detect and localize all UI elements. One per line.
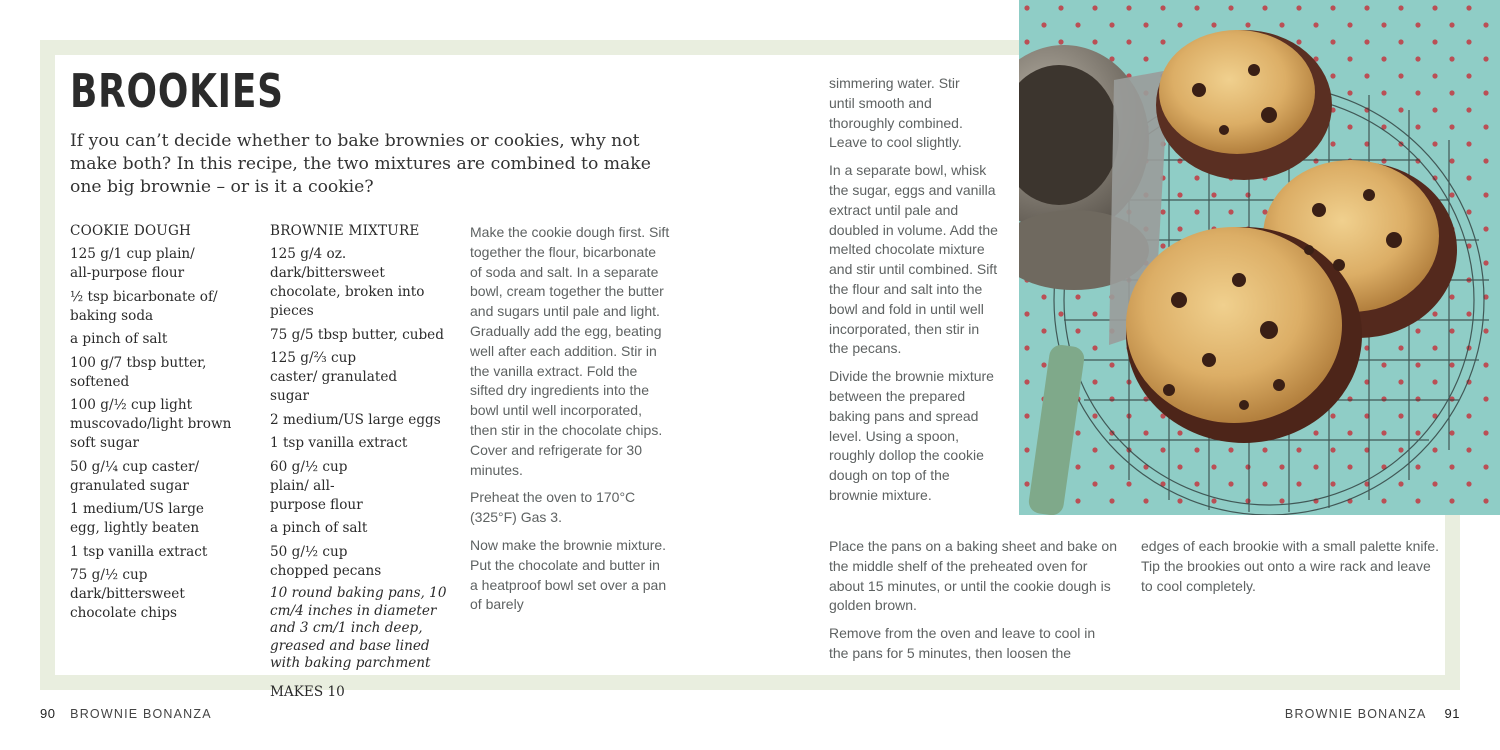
cookie-dough-list bbox=[70, 222, 255, 628]
method-step: Divide the brownie mixture between the prepared baking pans and spread level. Using a spoon, roughly dollop the cookie dough on top of the brownie mixture. bbox=[829, 368, 994, 503]
ingredient: ½ tsp bicarbonate of/ baking soda bbox=[70, 288, 218, 324]
ingredient: 75 g/5 tbsp butter, cubed bbox=[270, 326, 444, 343]
ingredient: 125 g/⅔ cup caster/ granulated sugar bbox=[270, 350, 398, 404]
ingredient: 1 tsp vanilla extract bbox=[70, 543, 208, 560]
ingredient: 50 g/¼ cup caster/ granulated sugar bbox=[70, 458, 200, 494]
ingredient: 100 g/7 tbsp butter, softened bbox=[70, 354, 207, 390]
ingredient: 50 g/½ cup chopped pecans bbox=[270, 543, 382, 579]
recipe-title: BROOKIES bbox=[70, 64, 284, 118]
method-column-2 bbox=[829, 74, 1001, 514]
cookie-dough-heading: COOKIE DOUGH bbox=[70, 223, 192, 239]
method-step: In a separate bowl, whisk the sugar, eggs and vanilla extract until pale and doubled in volume. Add the melted chocolate mixture and stir until combined. Sift the flour and salt into the bowl and fold in until well incorporated, then stir in the pecans. bbox=[829, 162, 998, 357]
method-step: edges of each brookie with a small palette knife. Tip the brookies out onto a wire rack and leave to cool completely. bbox=[1141, 538, 1440, 594]
method-step: simmering water. Stir until smooth and thoroughly combined. Leave to cool slightly. bbox=[829, 75, 963, 151]
method-column-3 bbox=[829, 537, 1121, 672]
ingredient: 1 tsp vanilla extract bbox=[270, 435, 408, 451]
ingredient: a pinch of salt bbox=[270, 520, 368, 536]
ingredient: 1 medium/US large egg, lightly beaten bbox=[70, 501, 204, 536]
ingredient: 125 g/1 cup plain/ all-purpose flour bbox=[70, 246, 195, 281]
footer-left bbox=[40, 706, 212, 721]
method-step: Now make the brownie mixture. Put the chocolate and butter in a heatproof bowl set over a pan of barely bbox=[470, 536, 667, 613]
ingredient: 2 medium/US large eggs bbox=[270, 411, 441, 428]
brownie-mixture-list bbox=[270, 222, 452, 702]
method-step: Make the cookie dough first. Sift together the flour, bicarbonate of soda and salt. In a separate bowl, cream together the butter and sugars until pale and light. Gradually add the egg, beating well after each addition. Stir in the vanilla extract. Fold the sifted dry ingredients into the bowl until well incorporated, then stir in the chocolate chips. Cover and refrigerate for 30 minutes. bbox=[470, 224, 670, 478]
page-number-left: 90 bbox=[40, 706, 56, 721]
ingredient: a pinch of salt bbox=[70, 331, 168, 347]
ingredient: 75 g/½ cup dark/bittersweet chocolate chips bbox=[70, 567, 185, 621]
ingredient: 125 g/4 oz. dark/bittersweet chocolate, broken into pieces bbox=[270, 246, 425, 319]
section-name-right: BROWNIE BONANZA bbox=[1284, 707, 1426, 721]
ingredient: 60 g/½ cup plain/ all-purpose flour bbox=[270, 458, 363, 513]
method-column-4 bbox=[1141, 537, 1441, 604]
page-number-right: 91 bbox=[1444, 706, 1460, 721]
method-step: Preheat the oven to 170°C (325°F) Gas 3. bbox=[470, 489, 636, 526]
footer-right bbox=[1285, 706, 1460, 721]
yield: MAKES 10 bbox=[270, 683, 345, 700]
brookies-photo bbox=[1019, 0, 1500, 515]
section-name-left: BROWNIE BONANZA bbox=[70, 707, 212, 721]
recipe-intro: If you can’t decide whether to bake brownies or cookies, why not make both? In this recipe, the two mixtures are combined to make one big brownie – or is it a cookie? bbox=[70, 131, 651, 197]
ingredient: 100 g/½ cup light muscovado/light brown soft sugar bbox=[70, 397, 232, 451]
method-step: Remove from the oven and leave to cool in the pans for 5 minutes, then loosen the bbox=[829, 625, 1096, 661]
method-step: Place the pans on a baking sheet and bake on the middle shelf of the preheated oven for about 15 minutes, or until the cookie dough is golden brown. bbox=[829, 538, 1117, 614]
method-column-1 bbox=[470, 223, 670, 623]
brownie-mixture-heading: BROWNIE MIXTURE bbox=[270, 223, 420, 239]
equipment-note: 10 round baking pans, 10 cm/4 inches in diameter and 3 cm/1 inch deep, greased and base lined with baking parchment bbox=[270, 585, 447, 671]
